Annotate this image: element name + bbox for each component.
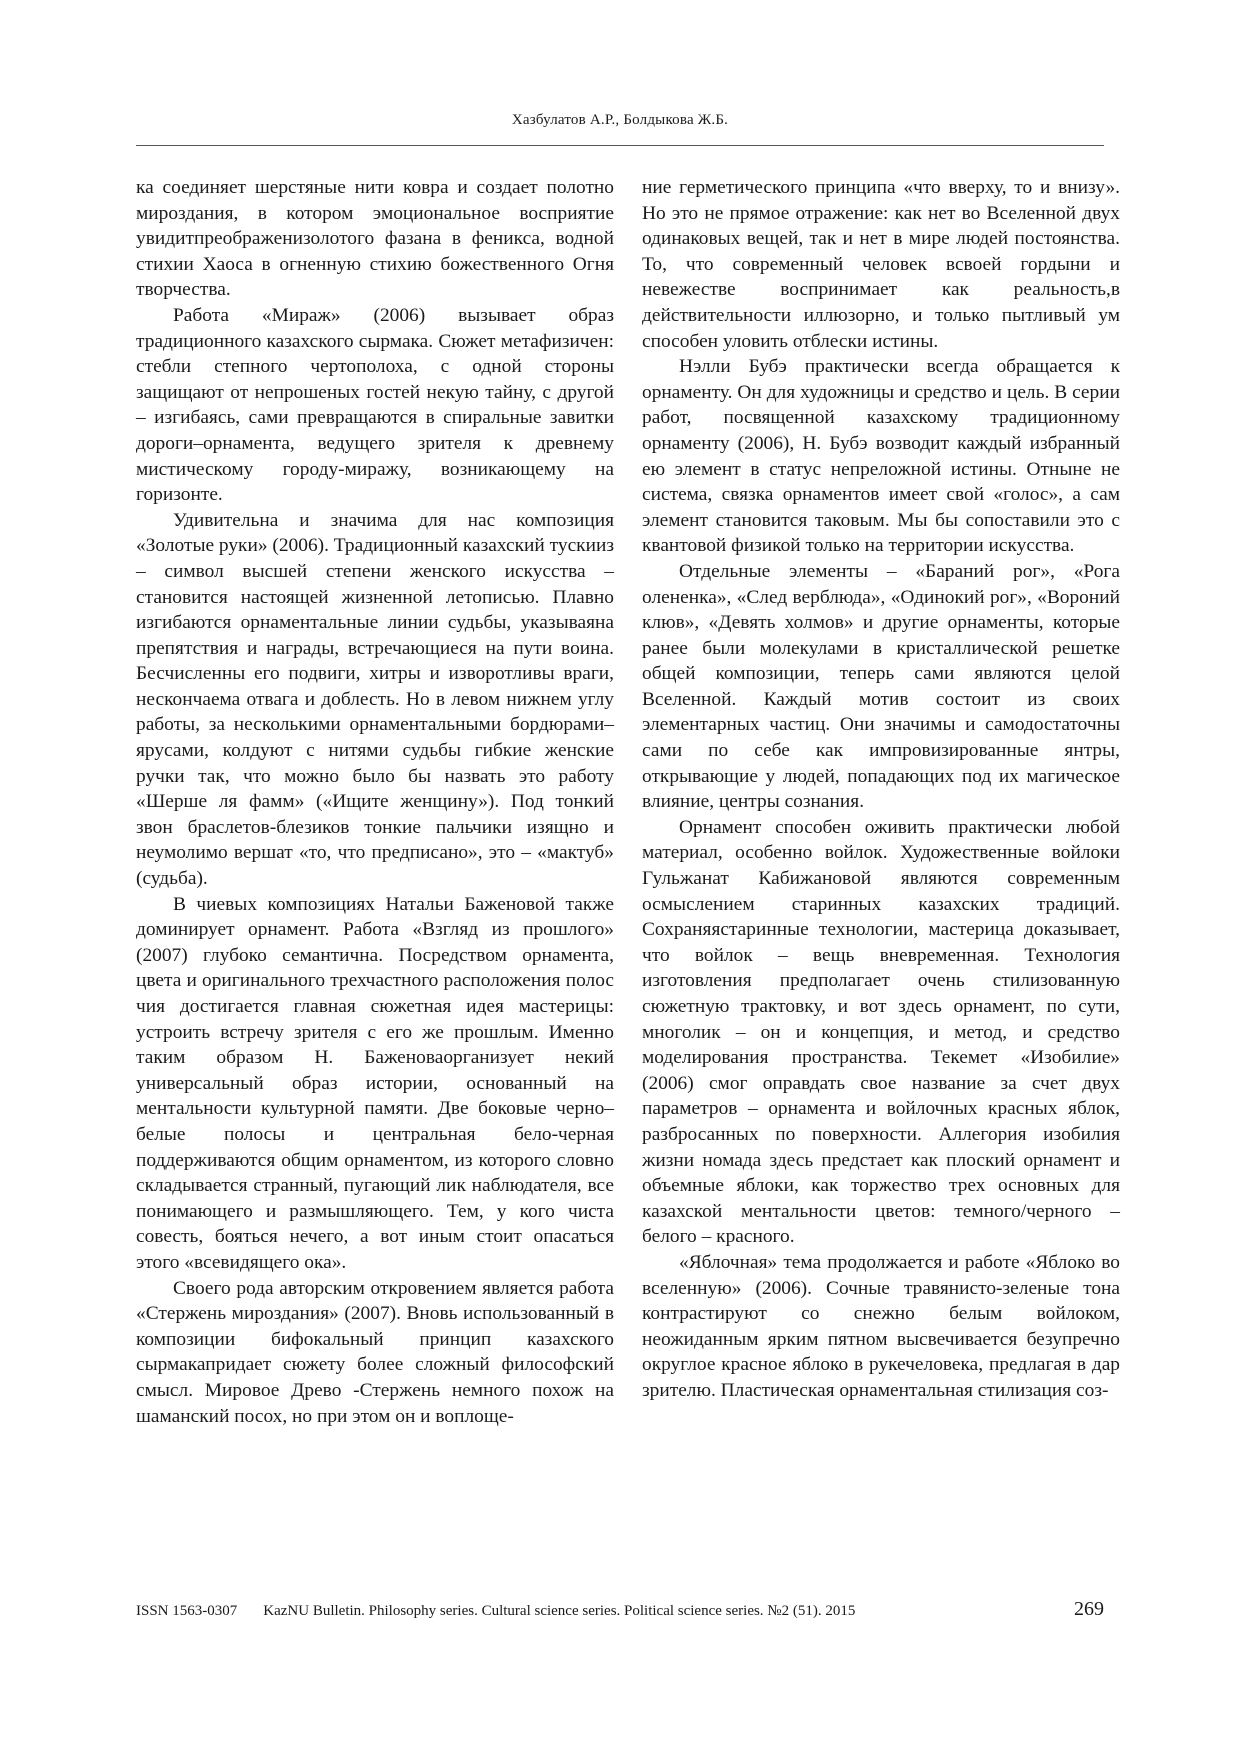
page-number: 269 (1074, 1598, 1104, 1620)
body-paragraph: В чиевых композициях Натальи Баженовой также доминирует орнамент. Работа «Взгляд из прошлого» (2007) глубоко семантична. Посредством орнамента, цвета и оригинального трехчастного расположения полос чия достигается главная сюжетная идея мастерицы: устроить встречу зрителя с его же прошлым. Именно таким образом Н. Баженоваорганизует некий универсальный образ истории, основанный на ментальности культурной памяти. Две боковые черно–белые полосы и центральная бело-черная поддерживаются общим орнаментом, из которого словно складывается странный, пугающий лик наблюдателя, все понимающего и размышляющего. Тем, у кого чиста совесть, бояться нечего, а вот иным стоит опасаться этого «всевидящего ока». (136, 893, 614, 1273)
body-paragraph: «Яблочная» тема продолжается и работе «Яблоко во вселенную» (2006). Сочные травянисто-зеленые тона контрастируют со снежно белым войлоком, неожиданным ярким пятном высвечивается безупречно округлое красное яблоко в рукечеловека, предлагая в дар зрителю. Пластическая орнаментальная стилизация соз- (642, 1251, 1120, 1401)
body-paragraph: ние герметического принципа «что вверху, то и внизу». Но это не прямое отражение: как нет во Вселенной двух одинаковых вещей, так и нет в мире людей постоянства. То, что современный человек всвоей гордыни и невежестве воспринимает как реальность,в действительности иллюзорно, и только пытливый ум способен уловить отблески истины. (642, 177, 1120, 352)
body-paragraph: Отдельные элементы – «Бараний рог», «Рога олененка», «След верблюда», «Одинокий рог», «Вороний клюв», «Девять холмов» и другие орнаменты, которые ранее были молекулами в кристаллической решетке общей композиции, теперь сами являются целой Вселенной. Каждый мотив состоит из своих элементарных частиц. Они значимы и самодостаточны сами по себе как импровизированные янтры, открывающие у людей, попадающих под их магическое влияние, центры сознания. (642, 560, 1120, 813)
footer-journal-title: KazNU Bulletin. Philosophy series. Cultural science series. Political science series. №2 (51). 2015 (263, 1603, 856, 1619)
page-footer (136, 1598, 1104, 1621)
body-paragraph: Нэлли Бубэ практически всегда обращается к орнаменту. Он для художницы и средство и цель. В серии работ, посвященной казахскому традиционному орнаменту (2006), Н. Бубэ возводит каждый избранный ею элемент в статус непреложной истины. Отныне не система, связка орнаментов имеет свой «голос», а сам элемент становится таковым. Мы бы сопоставили это с квантовой физикой только на территории искусства. (642, 356, 1120, 557)
body-paragraph: Удивительна и значима для нас композиция «Золотые руки» (2006). Традиционный казахский тускииз – символ высшей степени женского искусства – становится настоящей жизненной летописью. Плавно изгибаются орнаментальные линии судьбы, указываяна препятствия и награды, встречающиеся на пути воина. Бесчисленны его подвиги, хитры и изворотливы враги, нескончаема отвага и доблесть. Но в левом нижнем углу работы, за несколькими орнаментальными бордюрами–ярусами, колдуют с нитями судьбы гибкие женские ручки так, что можно было бы назвать это работу «Шерше ля фамм» («Ищите женщину»). Под тонкий звон браслетов-блезиков тонкие пальчики изящно и неумолимо вершат «то, что предписано», это – «мактуб» (судьба). (136, 509, 615, 890)
header-divider (136, 145, 1104, 146)
footer-issn: ISSN 1563-0307 (136, 1603, 238, 1619)
body-paragraph: Работа «Мираж» (2006) вызывает образ традиционного казахского сырмака. Сюжет метафизичен: стебли степного чертополоха, с одной стороны защищают от непрошеных гостей некую тайну, с другой – изгибаясь, сами превращаются в спиральные завитки дороги–орнамента, ведущего зрителя к древнему мистическому городу-миражу, возникающему на горизонте. (136, 304, 614, 506)
body-paragraph: Своего рода авторским откровением является работа «Стержень мироздания» (2007). Вновь использованный в композиции бифокальный принцип казахского сырмакапридает сюжету более сложный философский смысл. Мировое Древо -Стержень немного похож на шаманский посох, но при этом он и воплоще- (136, 1277, 614, 1427)
right-column (642, 175, 1120, 1404)
left-column (136, 175, 614, 1429)
body-paragraph: ка соединяет шерстяные нити ковра и создает полотно мироздания, в котором эмоциональное восприятие увидитпреображенизолотого фазана в феникса, водной стихии Хаоса в огненную стихию божественного Огня творчества. (136, 177, 614, 301)
running-header-authors: Хазбулатов А.Р., Болдыкова Ж.Б. (511, 112, 729, 128)
body-paragraph: Орнамент способен оживить практически любой материал, особенно войлок. Художественные войлоки Гульжанат Кабижановой являются современным осмыслением старинных казахских традиций. Сохраняястаринные технологии, мастерица доказывает, что войлок – вещь вневременная. Технология изготовления предполагает очень стилизованную сюжетную трактовку, и вот здесь орнамент, по сути, многолик – он и концепция, и метод, и средство моделирования пространства. Текемет «Изобилие» (2006) смог оправдать свое название за счет двух параметров – орнамента и войлочных красных яблок, разбросанных по поверхности. Аллегория изобилия жизни номада здесь предстает как плоский орнамент и объемные яблоки, как торжество трех основных для казахской ментальности цветов: темного/черного – белого – красного. (642, 816, 1120, 1248)
